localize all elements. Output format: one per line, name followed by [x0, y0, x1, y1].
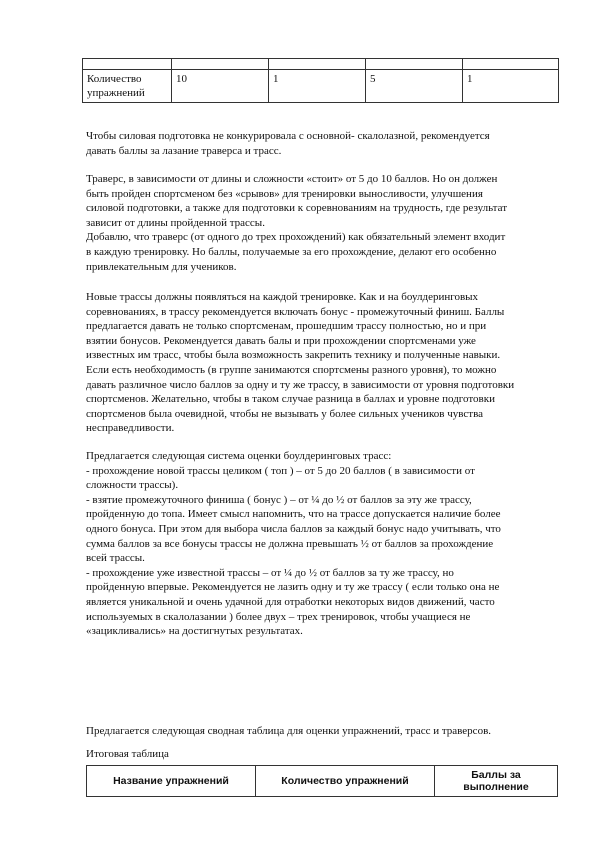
column-header-exercise-count: Количество упражнений [256, 766, 435, 797]
table-cell [83, 59, 172, 70]
paragraph-new-routes: Новые трассы должны появляться на каждой тренировке. Как и на боулдеринговых соревнованиях, в трассу рекомендуется включать бонус - промежуточный финиш. Баллы предлагается давать не только спортсменам, прошедшим трассу полностью, но и при взятии бонусов. Рекомендуется давать балы и при прохождении спортсменами уже известных им трасс, чтобы была возможность закрепить технику и полученные навыки. Если есть необходимость (в группе занимаются спортсмены разного уровня), то можно давать различное число баллов за одну и ту же трассу, в зависимости от уровня подготовки спортсменов. Желательно, чтобы в таком случае разница в баллах и уровне подготовки спортсменов была очевидной, чтобы не вызывать у более сильных учеников чувства несправедливости. [86, 291, 515, 435]
table-header-row [87, 766, 558, 797]
paragraph-strength-training: Чтобы силовая подготовка не конкурировала с основной- скалолазной, рекомендуется давать баллы за лазание траверса и трасс. [86, 130, 490, 157]
paragraph-summary-intro: Предлагается следующая сводная таблица для оценки упражнений, трасс и траверсов. [86, 725, 492, 737]
table-cell: 1 [463, 70, 559, 103]
table-cell [366, 59, 463, 70]
column-header-points: Баллы за выполнение [435, 766, 558, 797]
column-header-exercise-name: Название упражнений [87, 766, 256, 797]
table-cell: 5 [366, 70, 463, 103]
table-cell: 1 [269, 70, 366, 103]
table-caption: Итоговая таблица [86, 748, 169, 760]
table-row [83, 59, 559, 70]
paragraph-boulder-scoring: Предлагается следующая система оценки боулдеринговых трасс: - прохождение новой трассы целиком ( топ ) – от 5 до 20 баллов ( в зависимости от сложности трассы). - взятие промежуточного финиша ( бонус ) – от ¼ до ½ от баллов за эту же трассу, пройденную до топа. Имеет смысл напомнить, что на трассе допускается наличие более одного бонуса. При этом для выбора числа баллов за каждый бонус надо учитывать, что сумма баллов за все бонусы трассы не должна превышать ½ от баллов за прохождение всей трассы. - прохождение уже известной трассы – от ¼ до ½ от баллов за ту же трассу, но пройденную впервые. Рекомендуется не лазить одну и ту же трассу ( если только она не является уникальной и очень удачной для отработки некоторых видов движений, часто используемых в скалолазании ) более двух – трех тренировок, чтобы учащиеся не «зацикливались» на достигнутых результатах. [86, 450, 501, 638]
table-row [83, 70, 559, 103]
paragraph-traverse: Траверс, в зависимости от длины и сложности «стоит» от 5 до 10 баллов. Но он должен быть пройден спортсменом без «срывов» для тренировки выносливости, улучшения силовой подготовки, а также для подготовки к соревнованиям на трудность, где результат зависит от длины пройденной трассы. Добавлю, что траверс (от одного до трех прохождений) как обязательный элемент входит в каждую тренировку. Но баллы, получаемые за его прохождение, делают его особенно привлекательным для учеников. [86, 173, 508, 273]
table-cell: 10 [172, 70, 269, 103]
summary-table [86, 765, 558, 797]
table-cell [463, 59, 559, 70]
table-cell [172, 59, 269, 70]
exercise-count-table [82, 58, 559, 103]
table-cell [269, 59, 366, 70]
row-label-cell: Количество упражнений [83, 70, 172, 103]
